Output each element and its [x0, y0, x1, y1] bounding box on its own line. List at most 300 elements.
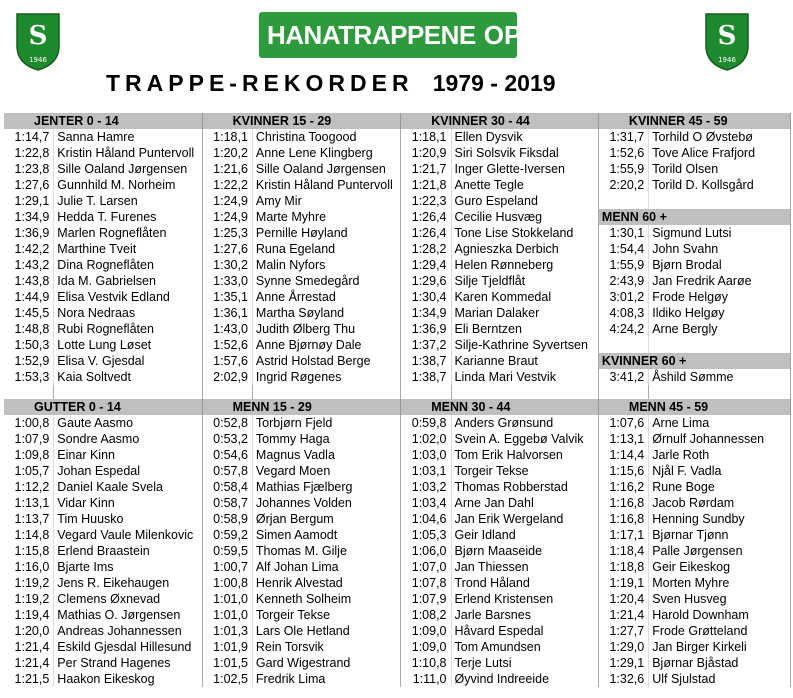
- category-header: KVINNER 30 - 44: [401, 113, 599, 129]
- table-row: [4, 575, 791, 591]
- record-name: Amy Mir: [252, 193, 400, 209]
- category-header: KVINNER 15 - 29: [202, 113, 401, 129]
- table-row: [4, 431, 791, 447]
- record-name: Jarle Roth: [649, 447, 791, 463]
- record-time: 1:19,1: [598, 575, 648, 591]
- record-time: 1:00,8: [4, 415, 54, 431]
- record-time: 1:24,9: [202, 209, 252, 225]
- record-time: 1:26,4: [401, 225, 451, 241]
- record-time: 1:33,0: [202, 273, 252, 289]
- record-name: Hedda T. Furenes: [54, 209, 202, 225]
- category-header: MENN 30 - 44: [401, 399, 599, 415]
- record-time: 1:05,7: [4, 463, 54, 479]
- record-name: Bjørnar Tjønn: [649, 527, 791, 543]
- table-row: [4, 527, 791, 543]
- record-name: Malin Nyfors: [252, 257, 400, 273]
- record-name: Erlend Kristensen: [451, 591, 598, 607]
- record-name: Synne Smedegård: [252, 273, 400, 289]
- record-time: 1:55,9: [598, 161, 648, 177]
- record-name: Torild D. Kollsgård: [649, 177, 791, 193]
- record-name: Geir Idland: [451, 527, 598, 543]
- record-time: 1:07,8: [401, 575, 451, 591]
- table-row: [4, 337, 791, 353]
- record-name: Jens R. Eikehaugen: [54, 575, 202, 591]
- records-table: [4, 113, 791, 687]
- record-name: Vegard Moen: [252, 463, 400, 479]
- record-time: 1:36,9: [401, 321, 451, 337]
- record-name: Terje Lutsi: [451, 655, 598, 671]
- record-time: 1:29,0: [598, 639, 648, 655]
- table-row: [4, 591, 791, 607]
- record-time: 1:48,8: [4, 321, 54, 337]
- table-row: [4, 193, 791, 209]
- record-name: Marlen Rogneflåten: [54, 225, 202, 241]
- record-name: Sanna Hamre: [54, 129, 202, 145]
- record-name: Astrid Holstad Berge: [252, 353, 400, 369]
- record-name: Inger Glette-Iversen: [451, 161, 598, 177]
- record-name: Ildiko Helgøy: [649, 305, 791, 321]
- spacer-cell: [4, 385, 54, 399]
- record-time: 1:12,2: [4, 479, 54, 495]
- record-name: Njål F. Vadla: [649, 463, 791, 479]
- record-name: Andreas Johannessen: [54, 623, 202, 639]
- record-name: Torgeir Tekse: [451, 463, 598, 479]
- record-time: 0:52,8: [202, 415, 252, 431]
- record-time: 1:53,3: [4, 369, 54, 385]
- record-time: 0:57,8: [202, 463, 252, 479]
- record-name: Henrik Alvestad: [252, 575, 400, 591]
- record-name: Anne Årrestad: [252, 289, 400, 305]
- record-time: 1:00,7: [202, 559, 252, 575]
- record-time: 1:43,8: [4, 273, 54, 289]
- record-name: Ida M. Gabrielsen: [54, 273, 202, 289]
- record-time: 1:44,9: [4, 289, 54, 305]
- record-name: Marthine Tveit: [54, 241, 202, 257]
- record-time: 1:01,9: [202, 639, 252, 655]
- svg-text:1946: 1946: [718, 56, 736, 64]
- record-name: Trond Håland: [451, 575, 598, 591]
- record-time: 1:02,5: [202, 671, 252, 687]
- spacer-cell: [598, 385, 648, 399]
- record-time: 1:50,3: [4, 337, 54, 353]
- record-time: 1:21,6: [202, 161, 252, 177]
- spacer-cell: [252, 385, 400, 399]
- table-row: [4, 241, 791, 257]
- record-time: 1:09,0: [401, 639, 451, 655]
- record-time: 1:16,8: [598, 495, 648, 511]
- record-time: 1:06,0: [401, 543, 451, 559]
- record-time: 1:22,2: [202, 177, 252, 193]
- record-name: Martha Søyland: [252, 305, 400, 321]
- record-name: Kaia Soltvedt: [54, 369, 202, 385]
- record-time: 0:58,7: [202, 495, 252, 511]
- record-time: 1:30,4: [401, 289, 451, 305]
- record-time: 1:14,8: [4, 527, 54, 543]
- table-row: [4, 161, 791, 177]
- record-name: Frode Grøtteland: [649, 623, 791, 639]
- table-row: [4, 559, 791, 575]
- table-row: [4, 447, 791, 463]
- record-time: 2:20,2: [598, 177, 648, 193]
- record-name: Clemens Øxnevad: [54, 591, 202, 607]
- record-time: 0:53,2: [202, 431, 252, 447]
- record-name: Tom Amundsen: [451, 639, 598, 655]
- table-row: [4, 209, 791, 225]
- banner-text-opp: OPP: [483, 19, 539, 50]
- record-name: Nora Nedraas: [54, 305, 202, 321]
- table-row: [4, 257, 791, 273]
- record-time: 1:05,3: [401, 527, 451, 543]
- record-time: 1:20,9: [401, 145, 451, 161]
- record-name: Einar Kinn: [54, 447, 202, 463]
- record-time: 1:54,4: [598, 241, 648, 257]
- record-time: 1:29,4: [401, 257, 451, 273]
- club-logo-right: [704, 12, 750, 72]
- record-time: 1:45,5: [4, 305, 54, 321]
- record-name: Svein A. Eggebø Valvik: [451, 431, 598, 447]
- record-name: Jan Fredrik Aarøe: [649, 273, 791, 289]
- section-spacer: [4, 385, 791, 399]
- record-name: Palle Jørgensen: [649, 543, 791, 559]
- table-row: [4, 353, 791, 369]
- category-header: GUTTER 0 - 14: [4, 399, 202, 415]
- record-name: Anne Bjørnøy Dale: [252, 337, 400, 353]
- table-row: [4, 305, 791, 321]
- record-time: 1:30,1: [598, 225, 648, 241]
- record-name: Thomas M. Gilje: [252, 543, 400, 559]
- record-time: 1:31,7: [598, 129, 648, 145]
- record-name: Silje Tjeldflåt: [451, 273, 598, 289]
- record-time: 0:58,9: [202, 511, 252, 527]
- record-name: Christina Toogood: [252, 129, 400, 145]
- record-name: Marian Dalaker: [451, 305, 598, 321]
- category-header: KVINNER 45 - 59: [598, 113, 790, 129]
- record-name: Linda Mari Vestvik: [451, 369, 598, 385]
- club-crest-icon: [704, 12, 750, 72]
- record-time: 1:29,1: [4, 193, 54, 209]
- record-name: Jarle Barsnes: [451, 607, 598, 623]
- record-time: 1:20,2: [202, 145, 252, 161]
- record-name: Helen Rønneberg: [451, 257, 598, 273]
- record-name: Vidar Kinn: [54, 495, 202, 511]
- record-name: Fredrik Lima: [252, 671, 400, 687]
- record-time: 1:01,3: [202, 623, 252, 639]
- record-name: Harold Downham: [649, 607, 791, 623]
- record-name: Siri Solsvik Fiksdal: [451, 145, 598, 161]
- table-row: [4, 145, 791, 161]
- record-time: 1:18,8: [598, 559, 648, 575]
- record-name: Bjarte Ims: [54, 559, 202, 575]
- record-name: Torild Olsen: [649, 161, 791, 177]
- record-time: 2:02,9: [202, 369, 252, 385]
- record-name: Anne Lene Klingberg: [252, 145, 400, 161]
- club-logo-left: [15, 12, 61, 72]
- record-name: Torhild O Øvstebø: [649, 129, 791, 145]
- record-name: Ellen Dysvik: [451, 129, 598, 145]
- record-time: 4:24,2: [598, 321, 648, 337]
- record-name: Jacob Rørdam: [649, 495, 791, 511]
- record-name: Cecilie Husvæg: [451, 209, 598, 225]
- record-time: 1:10,8: [401, 655, 451, 671]
- record-name: Anders Grønsund: [451, 415, 598, 431]
- record-name: Tommy Haga: [252, 431, 400, 447]
- record-time: 0:58,4: [202, 479, 252, 495]
- record-name: Alf Johan Lima: [252, 559, 400, 575]
- record-time: 1:21,4: [598, 607, 648, 623]
- record-time: 1:20,4: [598, 591, 648, 607]
- record-name: Lars Ole Hetland: [252, 623, 400, 639]
- record-time: [598, 337, 648, 353]
- record-name: Runa Egeland: [252, 241, 400, 257]
- record-time: 3:41,2: [598, 369, 648, 385]
- record-time: 1:52,9: [4, 353, 54, 369]
- record-time: 1:16,2: [598, 479, 648, 495]
- record-name: Thomas Robberstad: [451, 479, 598, 495]
- record-name: Kristin Håland Puntervoll: [252, 177, 400, 193]
- record-time: 1:03,2: [401, 479, 451, 495]
- record-name: Lotte Lung Løset: [54, 337, 202, 353]
- record-name: Eskild Gjesdal Hillesund: [54, 639, 202, 655]
- record-name: Rein Torsvik: [252, 639, 400, 655]
- title-main: TRAPPE-REKORDER: [106, 70, 414, 96]
- record-time: [598, 193, 648, 209]
- record-name: Sille Oaland Jørgensen: [54, 161, 202, 177]
- record-name: Mathias O. Jørgensen: [54, 607, 202, 623]
- svg-text:1946: 1946: [29, 56, 47, 64]
- page-title: [106, 70, 556, 97]
- spacer-cell: [202, 385, 252, 399]
- record-name: Åshild Sømme: [649, 369, 791, 385]
- record-time: 1:13,1: [598, 431, 648, 447]
- category-subheader: KVINNER 60 +: [598, 353, 790, 369]
- record-name: [649, 337, 791, 353]
- table-row: [4, 479, 791, 495]
- record-time: 4:08,3: [598, 305, 648, 321]
- table-row: [4, 415, 791, 431]
- record-time: 2:43,9: [598, 273, 648, 289]
- record-time: 1:18,4: [598, 543, 648, 559]
- record-time: 1:57,6: [202, 353, 252, 369]
- record-time: 1:03,0: [401, 447, 451, 463]
- record-time: 1:55,9: [598, 257, 648, 273]
- record-time: 1:07,6: [598, 415, 648, 431]
- record-time: 1:15,8: [4, 543, 54, 559]
- record-time: 1:21,5: [4, 671, 54, 687]
- record-time: 1:01,0: [202, 607, 252, 623]
- record-time: 1:16,0: [4, 559, 54, 575]
- record-name: Johannes Volden: [252, 495, 400, 511]
- category-header-row: [4, 113, 791, 129]
- record-time: 1:13,7: [4, 511, 54, 527]
- record-time: 1:30,2: [202, 257, 252, 273]
- record-time: 1:26,4: [401, 209, 451, 225]
- record-name: Bjørnar Bjåstad: [649, 655, 791, 671]
- record-time: 1:03,4: [401, 495, 451, 511]
- record-time: 0:54,6: [202, 447, 252, 463]
- category-subheader: MENN 60 +: [598, 209, 790, 225]
- record-time: 1:19,4: [4, 607, 54, 623]
- record-name: Per Strand Hagenes: [54, 655, 202, 671]
- spacer-cell: [451, 385, 598, 399]
- record-time: 1:52,6: [202, 337, 252, 353]
- record-name: Daniel Kaale Svela: [54, 479, 202, 495]
- record-name: Marte Myhre: [252, 209, 400, 225]
- record-time: 1:43,2: [4, 257, 54, 273]
- record-time: 1:52,6: [598, 145, 648, 161]
- record-name: Morten Myhre: [649, 575, 791, 591]
- record-time: 1:19,2: [4, 575, 54, 591]
- record-name: Ulf Sjulstad: [649, 671, 791, 687]
- table-row: [4, 655, 791, 671]
- record-name: Guro Espeland: [451, 193, 598, 209]
- record-time: 1:09,0: [401, 623, 451, 639]
- record-name: Gunnhild M. Norheim: [54, 177, 202, 193]
- record-name: Gard Wigestrand: [252, 655, 400, 671]
- record-time: 1:11,0: [401, 671, 451, 687]
- record-name: Arne Jan Dahl: [451, 495, 598, 511]
- record-name: Simen Aamodt: [252, 527, 400, 543]
- page-header: [0, 0, 793, 113]
- record-time: 1:21,4: [4, 655, 54, 671]
- record-time: 1:01,5: [202, 655, 252, 671]
- table-row: [4, 639, 791, 655]
- table-row: [4, 511, 791, 527]
- record-time: 1:04,6: [401, 511, 451, 527]
- record-name: Jan Thiessen: [451, 559, 598, 575]
- record-name: Sigmund Lutsi: [649, 225, 791, 241]
- record-name: Tim Huusko: [54, 511, 202, 527]
- record-time: 1:32,6: [598, 671, 648, 687]
- record-time: 1:42,2: [4, 241, 54, 257]
- record-name: Kenneth Solheim: [252, 591, 400, 607]
- record-time: 1:17,1: [598, 527, 648, 543]
- category-header: MENN 15 - 29: [202, 399, 401, 415]
- record-time: 1:34,9: [4, 209, 54, 225]
- record-name: Torgeir Tekse: [252, 607, 400, 623]
- record-name: Haakon Eikeskog: [54, 671, 202, 687]
- record-name: Karen Kommedal: [451, 289, 598, 305]
- record-name: Jan Birger Kirkeli: [649, 639, 791, 655]
- svg-text:S: S: [28, 21, 48, 51]
- table-row: [4, 321, 791, 337]
- record-time: 1:22,8: [4, 145, 54, 161]
- record-name: John Svahn: [649, 241, 791, 257]
- record-name: Julie T. Larsen: [54, 193, 202, 209]
- record-time: 1:08,2: [401, 607, 451, 623]
- record-time: 1:29,6: [401, 273, 451, 289]
- record-name: Ørnulf Johannessen: [649, 431, 791, 447]
- record-name: Sille Oaland Jørgensen: [252, 161, 400, 177]
- category-header: MENN 45 - 59: [598, 399, 790, 415]
- record-name: Gaute Aasmo: [54, 415, 202, 431]
- record-time: 1:01,0: [202, 591, 252, 607]
- record-time: 1:14,7: [4, 129, 54, 145]
- hanatrappene-banner: [259, 12, 539, 58]
- record-time: 1:07,9: [401, 591, 451, 607]
- record-time: 1:36,9: [4, 225, 54, 241]
- table-row: [4, 543, 791, 559]
- record-name: Jan Erik Wergeland: [451, 511, 598, 527]
- record-name: Eli Berntzen: [451, 321, 598, 337]
- record-time: 1:36,1: [202, 305, 252, 321]
- record-time: 1:25,3: [202, 225, 252, 241]
- spacer-cell: [401, 385, 451, 399]
- record-name: Ørjan Bergum: [252, 511, 400, 527]
- record-name: Rune Boge: [649, 479, 791, 495]
- table-row: [4, 289, 791, 305]
- record-time: 1:19,2: [4, 591, 54, 607]
- table-row: [4, 671, 791, 687]
- category-header: JENTER 0 - 14: [4, 113, 202, 129]
- record-name: Tove Alice Frafjord: [649, 145, 791, 161]
- record-time: 1:03,1: [401, 463, 451, 479]
- record-time: 1:21,4: [4, 639, 54, 655]
- record-time: 1:24,9: [202, 193, 252, 209]
- record-time: 1:27,6: [4, 177, 54, 193]
- category-header-row: [4, 399, 791, 415]
- record-name: Håvard Espedal: [451, 623, 598, 639]
- table-row: [4, 273, 791, 289]
- record-name: Johan Espedal: [54, 463, 202, 479]
- record-name: Anette Tegle: [451, 177, 598, 193]
- record-name: Kristin Håland Puntervoll: [54, 145, 202, 161]
- table-row: [4, 225, 791, 241]
- table-row: [4, 177, 791, 193]
- record-time: 1:15,6: [598, 463, 648, 479]
- record-name: Øyvind Indreeide: [451, 671, 598, 687]
- record-time: 1:07,9: [4, 431, 54, 447]
- record-name: Erlend Braastein: [54, 543, 202, 559]
- record-time: 1:13,1: [4, 495, 54, 511]
- title-years: 1979 - 2019: [432, 70, 556, 96]
- club-crest-icon: [15, 12, 61, 72]
- record-time: 1:29,1: [598, 655, 648, 671]
- table-row: [4, 495, 791, 511]
- record-time: 1:07,0: [401, 559, 451, 575]
- record-time: 1:38,7: [401, 353, 451, 369]
- table-row: [4, 607, 791, 623]
- table-row: [4, 623, 791, 639]
- record-name: Arne Lima: [649, 415, 791, 431]
- record-time: 1:16,8: [598, 511, 648, 527]
- record-time: 1:28,2: [401, 241, 451, 257]
- record-name: [649, 193, 791, 209]
- record-name: Vegard Vaule Milenkovic: [54, 527, 202, 543]
- record-name: Elisa V. Gjesdal: [54, 353, 202, 369]
- record-time: 1:00,8: [202, 575, 252, 591]
- record-time: 1:43,0: [202, 321, 252, 337]
- record-name: Bjørn Maaseide: [451, 543, 598, 559]
- record-time: 3:01,2: [598, 289, 648, 305]
- record-time: 0:59,2: [202, 527, 252, 543]
- spacer-cell: [54, 385, 202, 399]
- record-name: Arne Bergly: [649, 321, 791, 337]
- record-name: Sven Husveg: [649, 591, 791, 607]
- record-time: 1:38,7: [401, 369, 451, 385]
- record-time: 0:59,5: [202, 543, 252, 559]
- record-name: Frode Helgøy: [649, 289, 791, 305]
- record-name: Karianne Braut: [451, 353, 598, 369]
- record-name: Geir Eikeskog: [649, 559, 791, 575]
- banner-text-main: HANATRAPPENE: [267, 19, 476, 50]
- record-name: Judith Ølberg Thu: [252, 321, 400, 337]
- record-name: Rubi Rogneflåten: [54, 321, 202, 337]
- record-time: 1:27,6: [202, 241, 252, 257]
- record-time: 1:20,0: [4, 623, 54, 639]
- record-time: 0:59,8: [401, 415, 451, 431]
- record-name: Agnieszka Derbich: [451, 241, 598, 257]
- record-name: Elisa Vestvik Edland: [54, 289, 202, 305]
